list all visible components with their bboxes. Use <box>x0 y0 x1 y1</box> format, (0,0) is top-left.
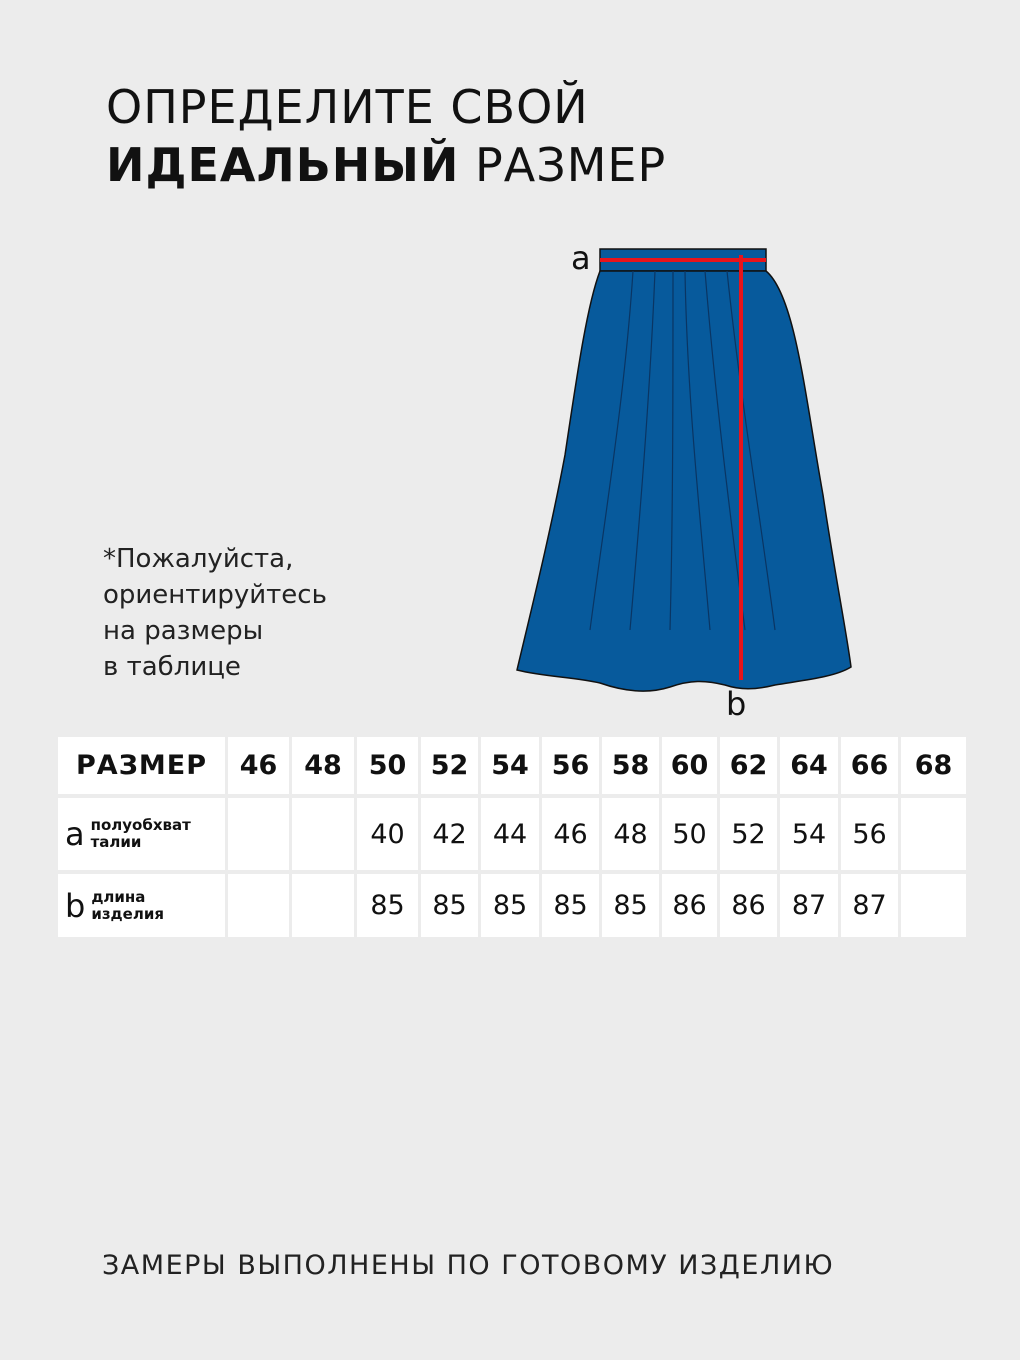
table-cell <box>292 874 354 937</box>
row-desc-line: талии <box>90 833 142 851</box>
size-header: 48 <box>292 737 354 794</box>
note-line: на размеры <box>103 616 264 646</box>
row-description <box>91 889 164 923</box>
table-cell: 40 <box>357 798 418 870</box>
table-cell <box>901 874 966 937</box>
table-header-label: РАЗМЕР <box>58 737 225 794</box>
table-cell: 85 <box>602 874 659 937</box>
size-header: 62 <box>720 737 777 794</box>
skirt-diagram <box>505 235 865 730</box>
page-title <box>106 78 666 194</box>
size-header: 54 <box>481 737 539 794</box>
title-bold-word: ИДЕАЛЬНЫЙ <box>106 138 460 192</box>
table-cell: 85 <box>357 874 418 937</box>
size-header: 66 <box>841 737 898 794</box>
table-cell <box>228 874 289 937</box>
table-cell <box>228 798 289 870</box>
row-letter: a <box>65 815 85 853</box>
size-note <box>103 541 327 685</box>
row-desc-line: изделия <box>91 904 164 923</box>
row-label-waist <box>58 798 225 870</box>
size-header: 50 <box>357 737 418 794</box>
table-cell <box>292 798 354 870</box>
table-cell: 87 <box>841 874 898 937</box>
measure-label-a: a <box>571 239 591 277</box>
title-line-2 <box>106 136 666 194</box>
size-header: 58 <box>602 737 659 794</box>
size-header: 56 <box>542 737 599 794</box>
table-cell: 52 <box>720 798 777 870</box>
table-cell: 85 <box>421 874 478 937</box>
size-header: 68 <box>901 737 966 794</box>
table-cell: 86 <box>720 874 777 937</box>
table-cell: 85 <box>542 874 599 937</box>
table-cell: 85 <box>481 874 539 937</box>
title-line-1: ОПРЕДЕЛИТЕ СВОЙ <box>106 80 589 134</box>
table-cell: 54 <box>780 798 838 870</box>
title-line-2-rest: РАЗМЕР <box>459 138 667 192</box>
table-cell: 56 <box>841 798 898 870</box>
size-header: 46 <box>228 737 289 794</box>
skirt-body <box>517 271 851 691</box>
footer-note: ЗАМЕРЫ ВЫПОЛНЕНЫ ПО ГОТОВОМУ ИЗДЕЛИЮ <box>102 1250 835 1281</box>
row-description <box>91 817 191 851</box>
row-label-length <box>58 874 225 937</box>
table-cell: 46 <box>542 798 599 870</box>
table-cell: 86 <box>662 874 717 937</box>
table-cell: 42 <box>421 798 478 870</box>
size-header: 60 <box>662 737 717 794</box>
size-header: 52 <box>421 737 478 794</box>
measure-label-b: b <box>726 685 747 723</box>
size-table <box>58 737 966 937</box>
row-desc-line: длина <box>91 887 146 906</box>
table-cell <box>901 798 966 870</box>
note-line: ориентируйтесь <box>103 580 327 610</box>
note-line: в таблице <box>103 652 241 682</box>
row-letter: b <box>65 886 86 925</box>
table-cell: 87 <box>780 874 838 937</box>
size-header: 64 <box>780 737 838 794</box>
table-cell: 50 <box>662 798 717 870</box>
table-cell: 48 <box>602 798 659 870</box>
note-line: *Пожалуйста, <box>103 544 294 574</box>
table-cell: 44 <box>481 798 539 870</box>
row-desc-line: полуобхват <box>90 816 191 834</box>
